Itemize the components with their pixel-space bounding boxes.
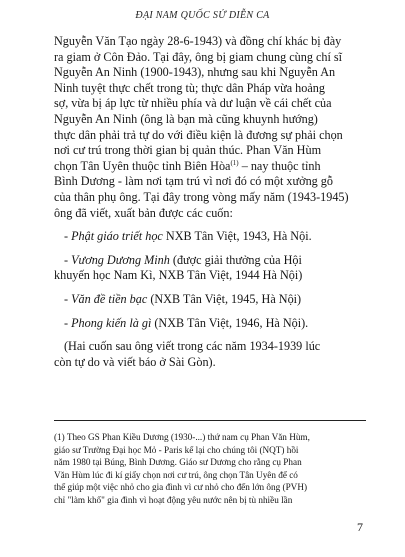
text-line: của thân phụ ông. Tại đây trong vòng mấy năm (1943-1945) — [54, 189, 349, 204]
closing-line: còn tự do và viết báo ở Sài Gòn). — [54, 354, 216, 369]
footnote — [54, 431, 368, 507]
work-item — [54, 229, 366, 245]
footnote-divider — [54, 420, 366, 421]
text-line: Bình Dương - làm nơi tạm trú vì nơi đó có một xưởng gỗ — [54, 174, 333, 189]
text-line: ông đã viết, xuất bản được các cuốn: — [54, 205, 233, 220]
work-title: - Phong kiến là gì — [64, 315, 152, 330]
text-line: Nguyễn Văn Tạo ngày 28-6-1943) và đồng chí khác bị đày — [54, 34, 342, 48]
work-item — [54, 292, 366, 308]
body-text — [54, 34, 366, 370]
work-item — [54, 253, 366, 269]
text-fragment: chọn Tân Uyên thuộc tỉnh Biên Hòa — [54, 158, 231, 173]
text-line: Nguyễn An Ninh (ông là bạn mà cũng khuynh hướng) — [54, 111, 318, 126]
text-line: nơi cư trú trong thời gian bị quản thúc. Phan Văn Hùm — [54, 143, 322, 158]
work-details: khuyến học Nam Kì, NXB Tân Việt, 1944 Hà Nội) — [54, 268, 303, 283]
text-line: ra giam ở Côn Đảo. Tại đây, ông bị giam chung cùng chí sĩ — [54, 49, 343, 64]
work-details: (NXB Tân Việt, 1945, Hà Nội) — [147, 291, 302, 306]
work-title: - Văn đề tiền bạc — [64, 291, 148, 306]
running-header: ĐẠI NAM QUỐC SỬ DIỄN CA — [135, 10, 270, 21]
work-details: NXB Tân Việt, 1943, Hà Nội. — [162, 229, 312, 244]
work-details: (NXB Tân Việt, 1946, Hà Nội). — [151, 315, 309, 330]
work-title: - Phật giáo triết học — [64, 229, 163, 244]
footnote-line: Văn Hùm lúc đi kí giấy chọn nơi cư trú, ông chọn Tân Uyên để có — [54, 469, 298, 480]
closing-line: (Hai cuốn sau ông viết trong các năm 1934-1939 lúc — [64, 339, 321, 354]
footnote-line: năm 1980 tại Búng, Bình Dương. Giáo sư Dương cho rằng cụ Phan — [54, 457, 302, 468]
work-title: - Vương Dương Minh — [64, 252, 170, 267]
footnote-marker: (1) — [230, 158, 239, 167]
work-item-continuation — [54, 268, 366, 284]
footnote-line: chỉ "làm khổ" gia đình vì hoạt động yêu nước nên bị tù nhiều lần — [54, 494, 293, 505]
work-item — [54, 316, 366, 332]
text-line: thực dân phải trả tự do với điều kiện là đương sự phải chọn — [54, 127, 343, 142]
text-fragment: – nay thuộc tỉnh — [238, 158, 321, 173]
page-number: 7 — [357, 520, 363, 534]
text-line: Nguyễn An Ninh (1900-1943), nhưng sau khi Nguyễn An — [54, 65, 336, 80]
footnote-line: thể giúp một việc nhỏ cho gia đình vì cư nhỏ cho đến lớn ông (PVH) — [54, 482, 308, 493]
text-line-with-footnote — [54, 159, 366, 175]
text-line: sợ, vừa bị áp lực từ nhiều phía và dư luận về cái chết của — [54, 96, 332, 111]
work-details: (được giải thưởng của Hội — [169, 252, 302, 267]
text-line: Ninh tuyệt thực chết trong tù; thực dân Pháp vừa hoảng — [54, 80, 325, 95]
footnote-line: giáo sư Trường Đại học Mỏ - Paris kể lại cho chúng tôi (NQT) hồi — [54, 444, 299, 455]
footnote-line: (1) Theo GS Phan Kiều Dương (1930-...) thứ nam cụ Phan Văn Hùm, — [54, 432, 310, 442]
